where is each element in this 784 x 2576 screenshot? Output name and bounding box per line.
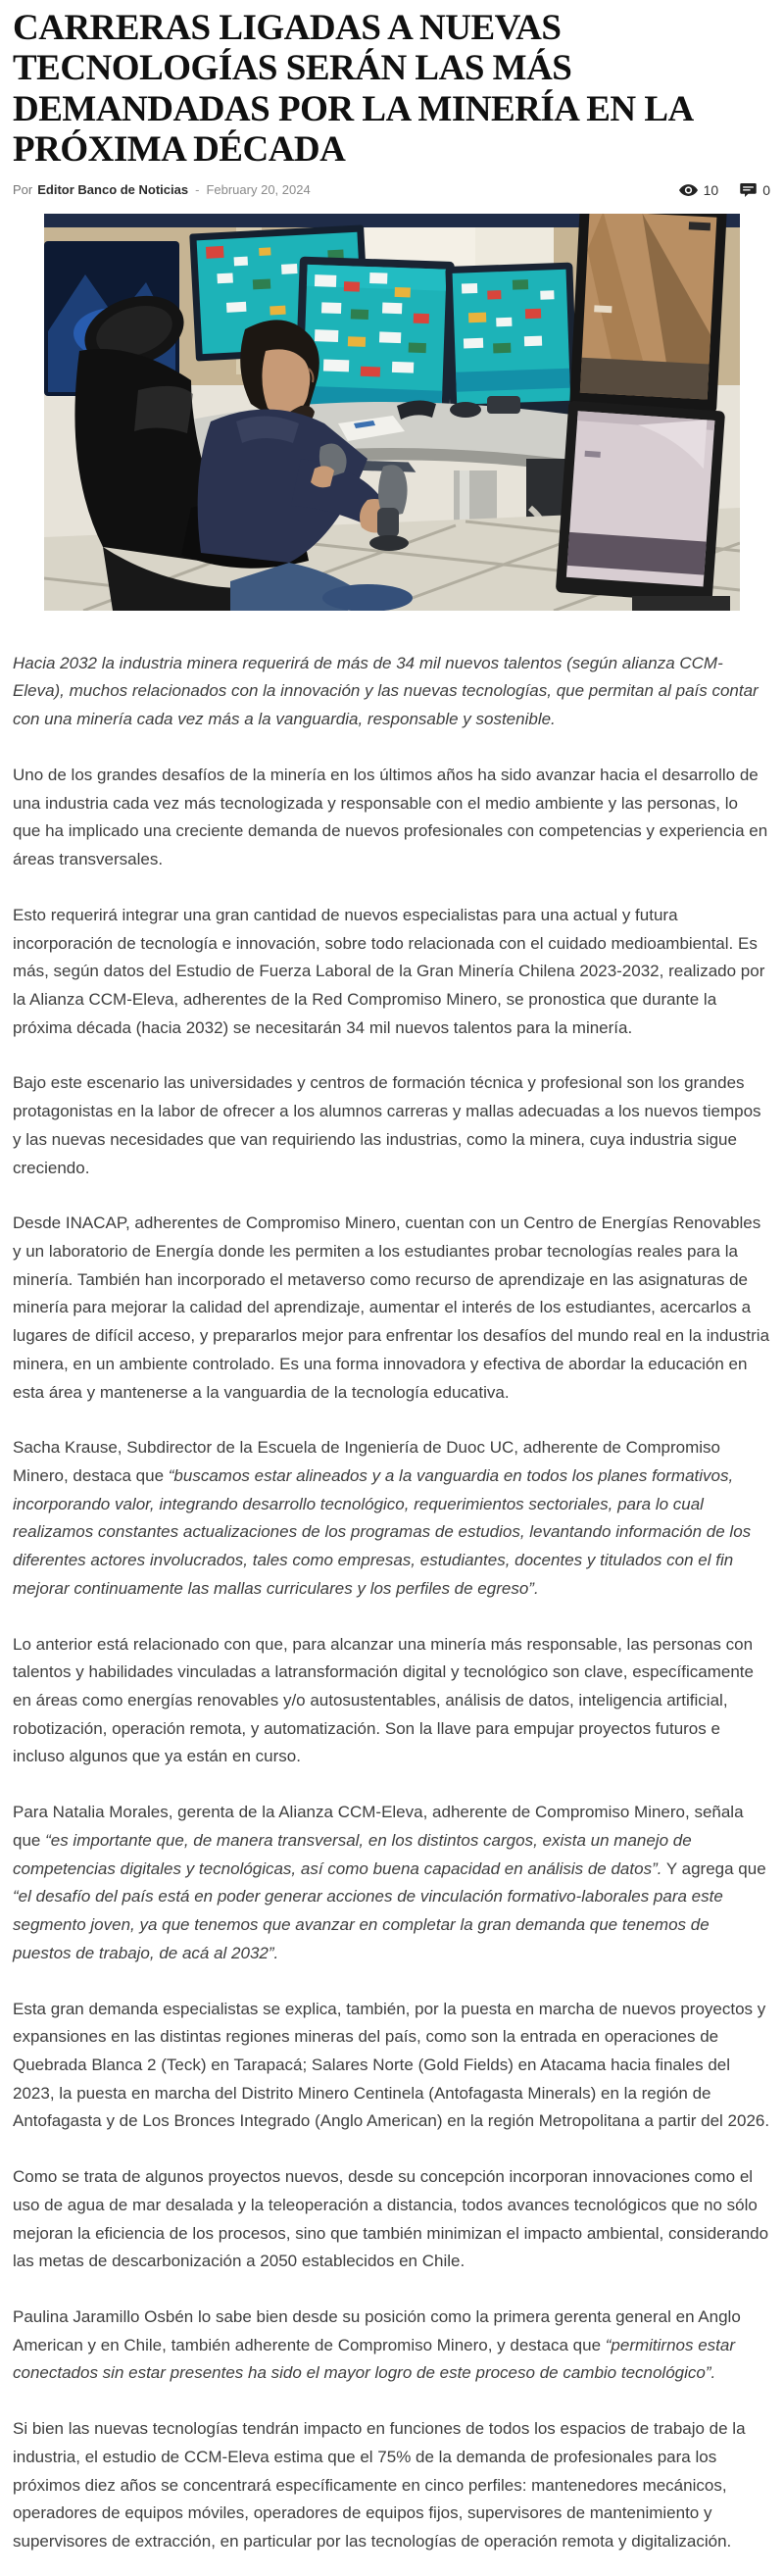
article-title: CARRERAS LIGADAS A NUEVAS TECNOLOGÍAS SERÁN LAS MÁS DEMANDADAS POR LA MINERÍA EN LA PRÓXIMA DÉCADA (13, 8, 692, 171)
comment-icon (740, 183, 757, 197)
article-paragraph: Si bien las nuevas tecnologías tendrán impacto en funciones de todos los espacios de trabajo de la industria, el estudio de CCM-Eleva estima que el 75% de la demanda de profesionales para los próximos diez años se concentrará específicamente en cinco perfiles: mantenedores mecánicos, operadores de equipos móviles, operadores de equipos fijos, supervisores de mantenimiento y supervisores de extracción, en particular por las tecnologías de operación remota y digitalización. (13, 2419, 746, 2551)
article-body-wrap (13, 650, 770, 2556)
publish-date: February 20, 2024 (206, 182, 311, 198)
article-photo (44, 214, 740, 611)
byline (13, 182, 770, 198)
article-paragraph: Bajo este escenario las universidades y centros de formación técnica y profesional son los grandes protagonistas en la labor de ofrecer a los alumnos carreras y mallas adecuadas a los nuevos tiempos y las nuevas necesidades que van requiriendo las industrias, como la minera, cuya industria sigue creciendo. (13, 1073, 761, 1177)
byline-prefix: Por (13, 182, 33, 198)
author-link[interactable]: Editor Banco de Noticias (37, 182, 189, 198)
article-paragraph: Desde INACAP, adherentes de Compromiso Minero, cuentan con un Centro de Energías Renovables y un laboratorio de Energía donde les permiten a los estudiantes probar tecnologías reales para la minería. También han incorporado el metaverso como recurso de aprendizaje en las asignaturas de minería para mejorar la calidad del aprendizaje, aumentar el interés de los estudiantes, acercarlos a lugares de difícil acceso, y prepararlos mejor para enfrentar los desafíos del mundo real en la industria minera, en un ambiente controlado. Es una forma innovadora y efectiva de abordar la educación en esta área y mantenerse a la vanguardia de la tecnología educativa. (13, 1214, 770, 1402)
article-paragraph: Uno de los grandes desafíos de la minería en los últimos años ha sido avanzar hacia el desarrollo de una industria cada vez más tecnologizada y responsable con el medio ambiente y las personas, lo que ha implicado una creciente demanda de nuevos profesionales con competencias y experiencia en áreas transversales. (13, 765, 768, 869)
eye-icon (679, 184, 698, 196)
article-paragraph: Paulina Jaramillo Osbén lo sabe bien desde su posición como la primera gerenta general en Anglo American y en Chile, también adherente de Compromiso Minero, y destaca que “permitirnos estar conectados sin estar presentes ha sido el mayor logro de este proceso de cambio tecnológico”. (13, 2306, 741, 2383)
comments-link[interactable]: 0 (740, 182, 770, 198)
byline-meta (679, 182, 770, 198)
article-paragraph: Esto requerirá integrar una gran cantidad de nuevos especialistas para una actual y futura incorporación de tecnología e innovación, sobre todo relacionada con el cuidado medioambiental. Es más, según datos del Estudio de Fuerza Laboral de la Gran Minería Chilena 2023-2032, realizado por la Alianza CCM-Eleva, adherentes de la Red Compromiso Minero, se pronostica que durante la próxima década (hacia 2032) se necesitarán 34 mil nuevos talentos para la minería. (13, 905, 765, 1037)
article-body (13, 762, 770, 2556)
byline-separator: - (195, 182, 200, 198)
views-count: 10 (679, 182, 719, 198)
article-paragraph: Como se trata de algunos proyectos nuevos, desde su concepción incorporan innovaciones como el uso de agua de mar desalada y la teleoperación a distancia, todos avances tecnológicos que no sólo mejoran la eficiencia de los procesos, sino que también minimizan el impacto ambiental, considerando las metas de descarbonización a 2050 establecidos en Chile. (13, 2167, 769, 2271)
article-paragraph: Sacha Krause, Subdirector de la Escuela de Ingeniería de Duoc UC, adherente de Compromiso Minero, destaca que “buscamos estar alineados y a la vanguardia en todos los planes formativos, incorporando valor, integrando desarrollo tecnológico, requerimientos sectoriales, para lo cual realizamos constantes actualizaciones de los programas de estudios, levantando información de los diferentes actores involucrados, tales como empresas, estudiantes, docentes y titulados con el fin mejorar continuamente las mallas curriculares y los perfiles de egreso”. (13, 1438, 752, 1598)
control-room-illustration (44, 214, 740, 611)
article-lede: Hacia 2032 la industria minera requerirá de más de 34 mil nuevos talentos (según alianza CCM-Eleva), muchos relacionados con la innovación y las nuevas tecnologías, que permitan al país contar con una minería cada vez más a la vanguardia, responsable y sostenible. (13, 653, 759, 729)
article-paragraph: Esta gran demanda especialistas se explica, también, por la puesta en marcha de nuevos proyectos y expansiones en las distintas regiones mineras del país, como son la entrada en operaciones de Quebrada Blanca 2 (Teck) en Tarapacá; Salares Norte (Gold Fields) en Atacama hacia finales del 2023, la puesta en marcha del Distrito Minero Centinela (Antofagasta Minerals) en la región de Antofagasta y de Los Bronces Integrado (Anglo American) en la región Metropolitana a partir del 2026. (13, 1999, 770, 2131)
article-paragraph: Para Natalia Morales, gerenta de la Alianza CCM-Eleva, adherente de Compromiso Minero, señala que “es importante que, de manera transversal, en los distintos cargos, exista un manejo de competencias digitales y tecnológicas, así como buena capacidad en análisis de datos”. Y agrega que “el desafío del país está en poder generar acciones de vinculación formativo-laborales para este segmento joven, ya que tenemos que avanzar en completar la gran demanda que tenemos de puestos de trabajo, de acá al 2032”. (13, 1803, 766, 1962)
article-paragraph: Lo anterior está relacionado con que, para alcanzar una minería más responsable, las personas con talentos y habilidades vinculadas a latransformación digital y tecnológico son clave, específicamente en áreas como energías renovables y/o autosustentables, análisis de datos, inteligencia artificial, robotización, operación remota, y automatización. Son la llave para empujar proyectos futuros e incluso algunos que ya están en curso. (13, 1634, 754, 1766)
